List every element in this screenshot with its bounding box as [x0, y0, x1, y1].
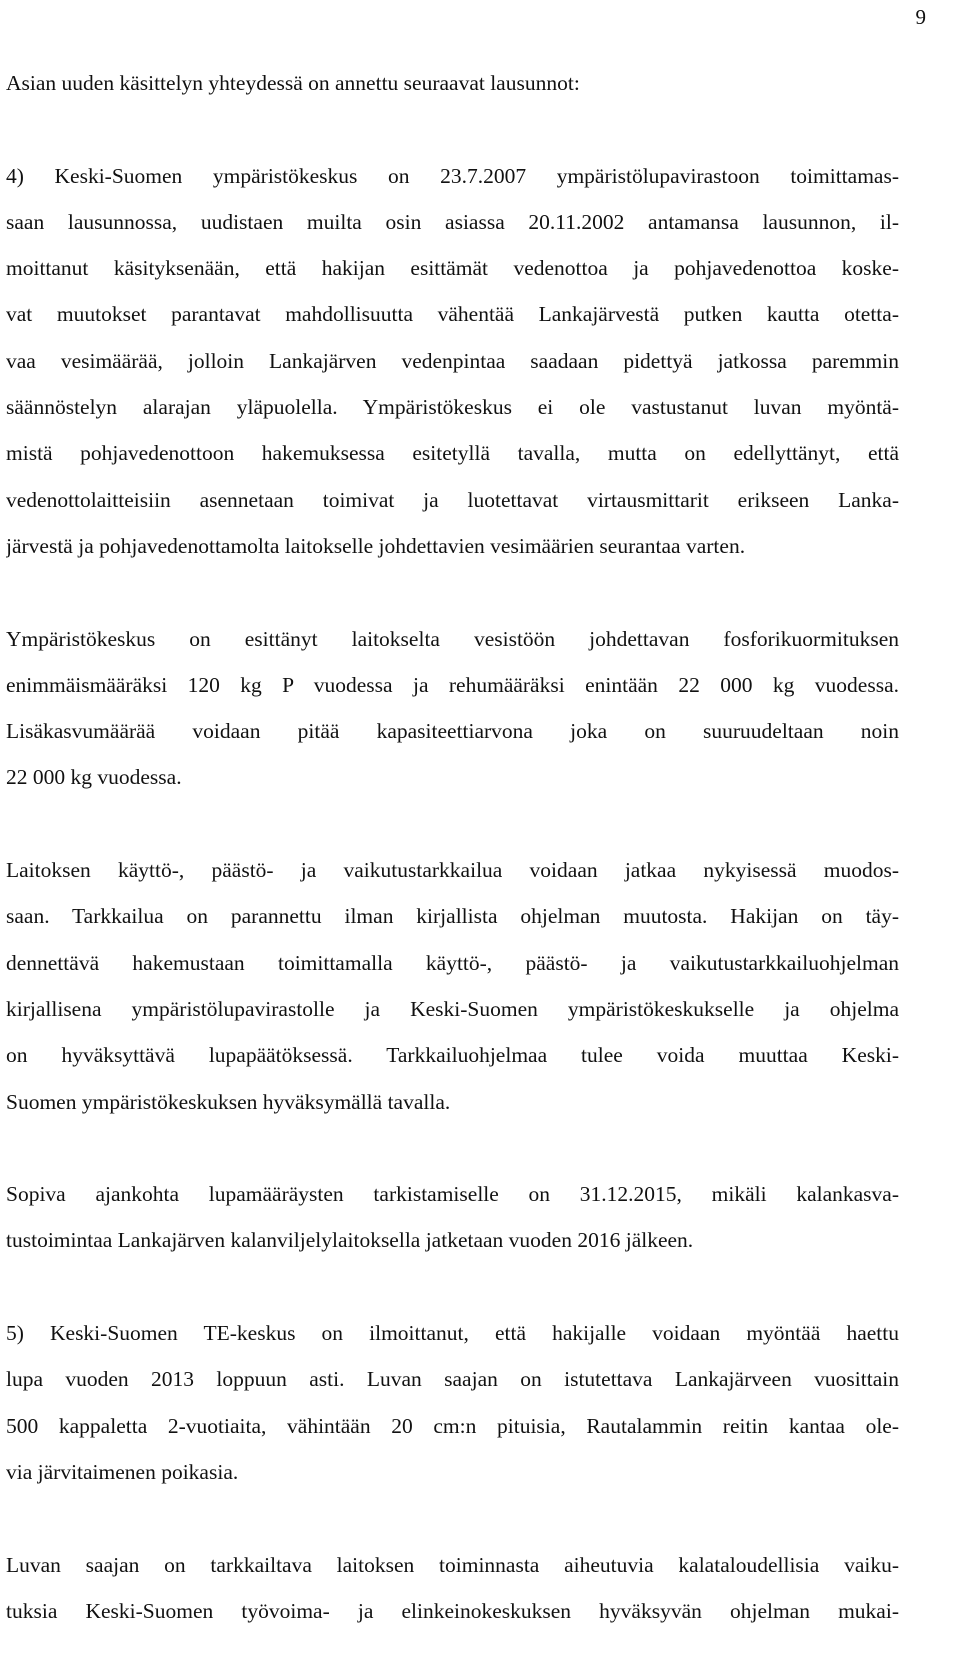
text-line: Ympäristökeskus on esittänyt laitokselta vesistöön johdettavan fosforikuormituksen [6, 626, 899, 651]
text-line: vaa vesimäärää, jolloin Lankajärven vedenpintaa saadaan pidettyä jatkossa paremmin [6, 348, 899, 373]
text-line: vat muutokset parantavat mahdollisuutta vähentää Lankajärvestä putken kautta otetta- [6, 302, 899, 327]
text-line: 22 000 kg vuodessa. [6, 765, 182, 790]
paragraph-gap [6, 801, 899, 847]
text-line: säännöstelyn alarajan yläpuolella. Ympäristökeskus ei ole vastustanut luvan myöntä- [6, 395, 899, 420]
text-line: tuksia Keski-Suomen työvoima- ja elinkeinokeskuksen hyväksyvän ohjelman mukai- [6, 1598, 899, 1623]
paragraph-obligation [6, 1542, 899, 1635]
paragraph-gap [6, 1495, 899, 1541]
paragraph-intro [6, 60, 899, 106]
text-line: mistä pohjavedenottoon hakemuksessa esitetyllä tavalla, mutta on edellyttänyt, että [6, 441, 899, 466]
text-line: lupa vuoden 2013 loppuun asti. Luvan saajan on istutettava Lankajärveen vuosittain [6, 1367, 899, 1392]
text-line: 5) Keski-Suomen TE-keskus on ilmoittanut, että hakijalle voidaan myöntää haettu [6, 1321, 899, 1346]
paragraph-gap [6, 569, 899, 615]
paragraph-gap [6, 106, 899, 152]
paragraph-statement-4 [6, 153, 899, 570]
text-line: Laitoksen käyttö-, päästö- ja vaikutustarkkailua voidaan jatkaa nykyisessä muodos- [6, 858, 899, 883]
document-body [6, 60, 899, 1634]
text-line: järvestä ja pohjavedenottamolta laitokselle johdettavien vesimäärien seurantaa varten. [6, 533, 746, 558]
text-line: Luvan saajan on tarkkailtava laitoksen toiminnasta aiheutuvia kalataloudellisia vaiku- [6, 1552, 899, 1577]
paragraph-review-date [6, 1171, 899, 1264]
paragraph-statement-5 [6, 1310, 899, 1495]
paragraph-monitoring [6, 847, 899, 1125]
text-line: moittanut käsityksenään, että hakijan esittämät vedenottoa ja pohjavedenottoa koske- [6, 256, 899, 281]
text-line: Lisäkasvumäärää voidaan pitää kapasiteettiarvona joka on suuruudeltaan noin [6, 719, 899, 744]
text-line: enimmäismääräksi 120 kg P vuodessa ja rehumääräksi enintään 22 000 kg vuodessa. [6, 672, 899, 697]
text-line: Sopiva ajankohta lupamääräysten tarkistamiselle on 31.12.2015, mikäli kalankasva- [6, 1182, 899, 1207]
text-line: via järvitaimenen poikasia. [6, 1459, 239, 1484]
text-line: Suomen ympäristökeskuksen hyväksymällä tavalla. [6, 1089, 451, 1114]
text-line: saan. Tarkkailua on parannettu ilman kirjallista ohjelman muutosta. Hakijan on täy- [6, 904, 899, 929]
paragraph-gap [6, 1125, 899, 1171]
text-line: on hyväksyttävä lupapäätöksessä. Tarkkailuohjelmaa tulee voida muuttaa Keski- [6, 1043, 899, 1068]
text-line: kirjallisena ympäristölupavirastolle ja Keski-Suomen ympäristökeskukselle ja ohjelma [6, 996, 899, 1021]
paragraph-phosphorus [6, 616, 899, 801]
text-line: saan lausunnossa, uudistaen muilta osin asiassa 20.11.2002 antamansa lausunnon, il- [6, 209, 899, 234]
text-line: vedenottolaitteisiin asennetaan toimivat ja luotettavat virtausmittarit erikseen Lanka- [6, 487, 899, 512]
text-line: 500 kappaletta 2-vuotiaita, vähintään 20 cm:n pituisia, Rautalammin reitin kantaa ole- [6, 1413, 899, 1438]
page-number: 9 [915, 5, 926, 29]
paragraph-gap [6, 1264, 899, 1310]
text-line: 4) Keski-Suomen ympäristökeskus on 23.7.2007 ympäristölupavirastoon toimittamas- [6, 163, 899, 188]
text-line: tustoimintaa Lankajärven kalanviljelylaitoksella jatketaan vuoden 2016 jälkeen. [6, 1228, 694, 1253]
text-line: dennettävä hakemustaan toimittamalla käyttö-, päästö- ja vaikutustarkkailuohjelman [6, 950, 899, 975]
text-line: Asian uuden käsittelyn yhteydessä on annettu seuraavat lausunnot: [6, 71, 580, 95]
